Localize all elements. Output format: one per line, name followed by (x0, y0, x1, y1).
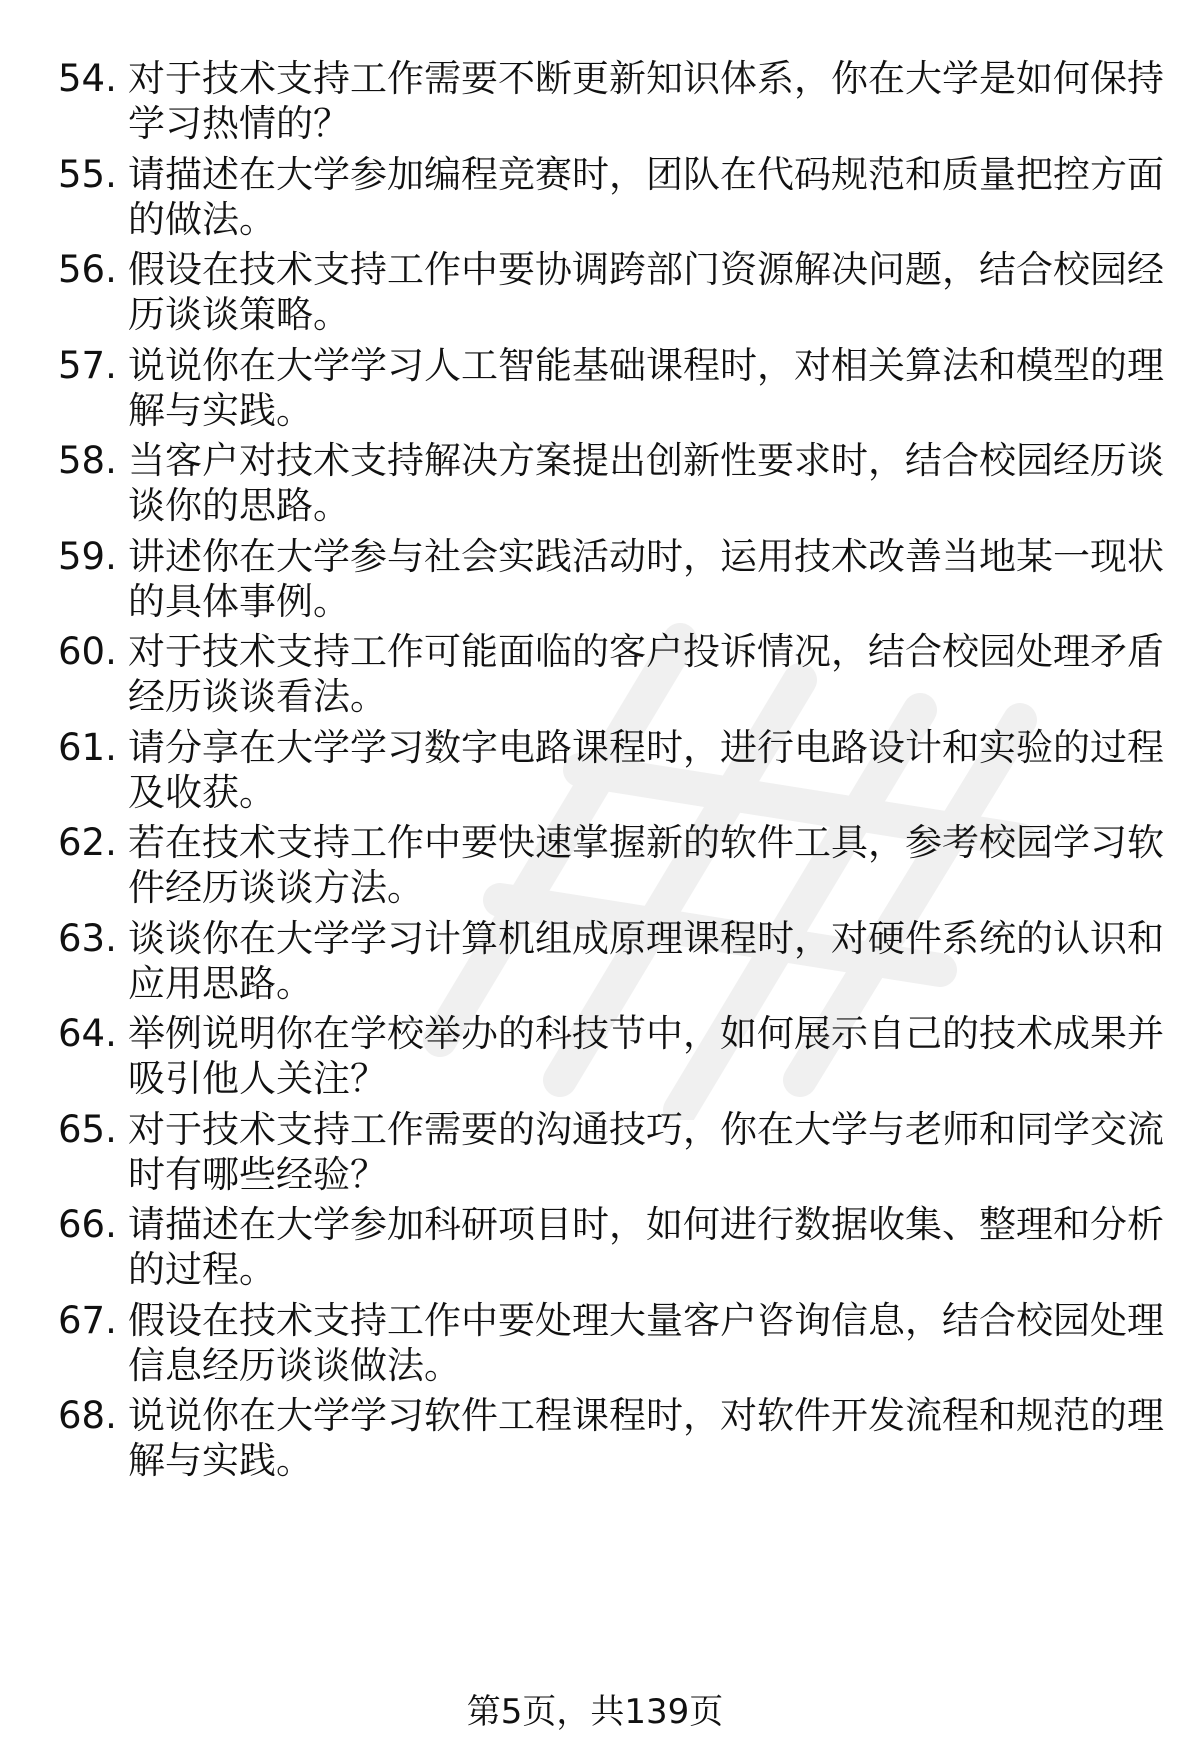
question-text-line: 对于技术支持工作需要的沟通技巧，你在大学与老师和同学交流 (128, 1108, 1164, 1151)
question-text-line: 应用思路。 (128, 962, 313, 1005)
question-text-line: 的过程。 (128, 1248, 276, 1291)
question-text-line: 吸引他人关注？ (128, 1057, 387, 1100)
question-text-line: 件经历谈谈方法。 (128, 866, 424, 909)
question-text-line: 假设在技术支持工作中要处理大量客户咨询信息，结合校园处理 (128, 1299, 1164, 1342)
question-text-line: 及收获。 (128, 771, 276, 814)
question-text (128, 725, 1164, 815)
question-text-line: 请描述在大学参加科研项目时，如何进行数据收集、整理和分析 (128, 1203, 1164, 1246)
question-text (128, 438, 1164, 528)
question-text (128, 1107, 1164, 1197)
question-text-line: 对于技术支持工作需要不断更新知识体系，你在大学是如何保持 (128, 57, 1164, 100)
question-text-line: 学习热情的？ (128, 102, 350, 145)
question-text (128, 534, 1164, 624)
page-number: 第5页，共139页 (466, 1692, 724, 1732)
question-text-line: 对于技术支持工作可能面临的客户投诉情况，结合校园处理矛盾 (128, 630, 1164, 673)
question-number: 67. (58, 1299, 117, 1342)
question-number: 68. (58, 1394, 117, 1437)
question-text (128, 343, 1164, 433)
question-text (128, 1393, 1164, 1483)
question-text-line: 经历谈谈看法。 (128, 675, 387, 718)
question-text-line: 请分享在大学学习数字电路课程时，进行电路设计和实验的过程 (128, 726, 1164, 769)
question-text-line: 谈你的思路。 (128, 484, 350, 527)
question-text-line: 说说你在大学学习软件工程课程时，对软件开发流程和规范的理 (128, 1394, 1164, 1437)
question-text (128, 152, 1164, 242)
question-text-line: 举例说明你在学校举办的科技节中，如何展示自己的技术成果并 (128, 1012, 1164, 1055)
question-text-line: 的做法。 (128, 198, 276, 241)
question-text-line: 请描述在大学参加编程竞赛时，团队在代码规范和质量把控方面 (128, 153, 1164, 196)
question-text (128, 629, 1164, 719)
question-text (128, 820, 1164, 910)
question-text-line: 时有哪些经验？ (128, 1153, 387, 1196)
question-text-line: 历谈谈策略。 (128, 293, 350, 336)
question-text-line: 谈谈你在大学学习计算机组成原理课程时，对硬件系统的认识和 (128, 917, 1164, 960)
question-text (128, 1202, 1164, 1292)
question-text (128, 56, 1164, 146)
question-number: 60. (58, 630, 117, 673)
question-text-line: 解与实践。 (128, 1439, 313, 1482)
question-number: 58. (58, 439, 117, 482)
question-text (128, 1298, 1164, 1388)
question-number: 65. (58, 1108, 117, 1151)
question-number: 55. (58, 153, 117, 196)
question-number: 54. (58, 57, 117, 100)
question-number: 64. (58, 1012, 117, 1055)
question-text-line: 说说你在大学学习人工智能基础课程时，对相关算法和模型的理 (128, 344, 1164, 387)
question-text-line: 解与实践。 (128, 389, 313, 432)
question-text (128, 916, 1164, 1006)
question-number: 57. (58, 344, 117, 387)
question-number: 66. (58, 1203, 117, 1246)
question-text (128, 247, 1164, 337)
question-text-line: 若在技术支持工作中要快速掌握新的软件工具，参考校园学习软 (128, 821, 1164, 864)
question-number: 63. (58, 917, 117, 960)
question-text (128, 1011, 1164, 1101)
question-text-line: 当客户对技术支持解决方案提出创新性要求时，结合校园经历谈 (128, 439, 1164, 482)
question-number: 59. (58, 535, 117, 578)
question-number: 62. (58, 821, 117, 864)
question-text-line: 的具体事例。 (128, 580, 350, 623)
question-text-line: 讲述你在大学参与社会实践活动时，运用技术改善当地某一现状 (128, 535, 1164, 578)
question-number: 56. (58, 248, 117, 291)
question-text-line: 假设在技术支持工作中要协调跨部门资源解决问题，结合校园经 (128, 248, 1164, 291)
question-text-line: 信息经历谈谈做法。 (128, 1344, 461, 1387)
question-number: 61. (58, 726, 117, 769)
